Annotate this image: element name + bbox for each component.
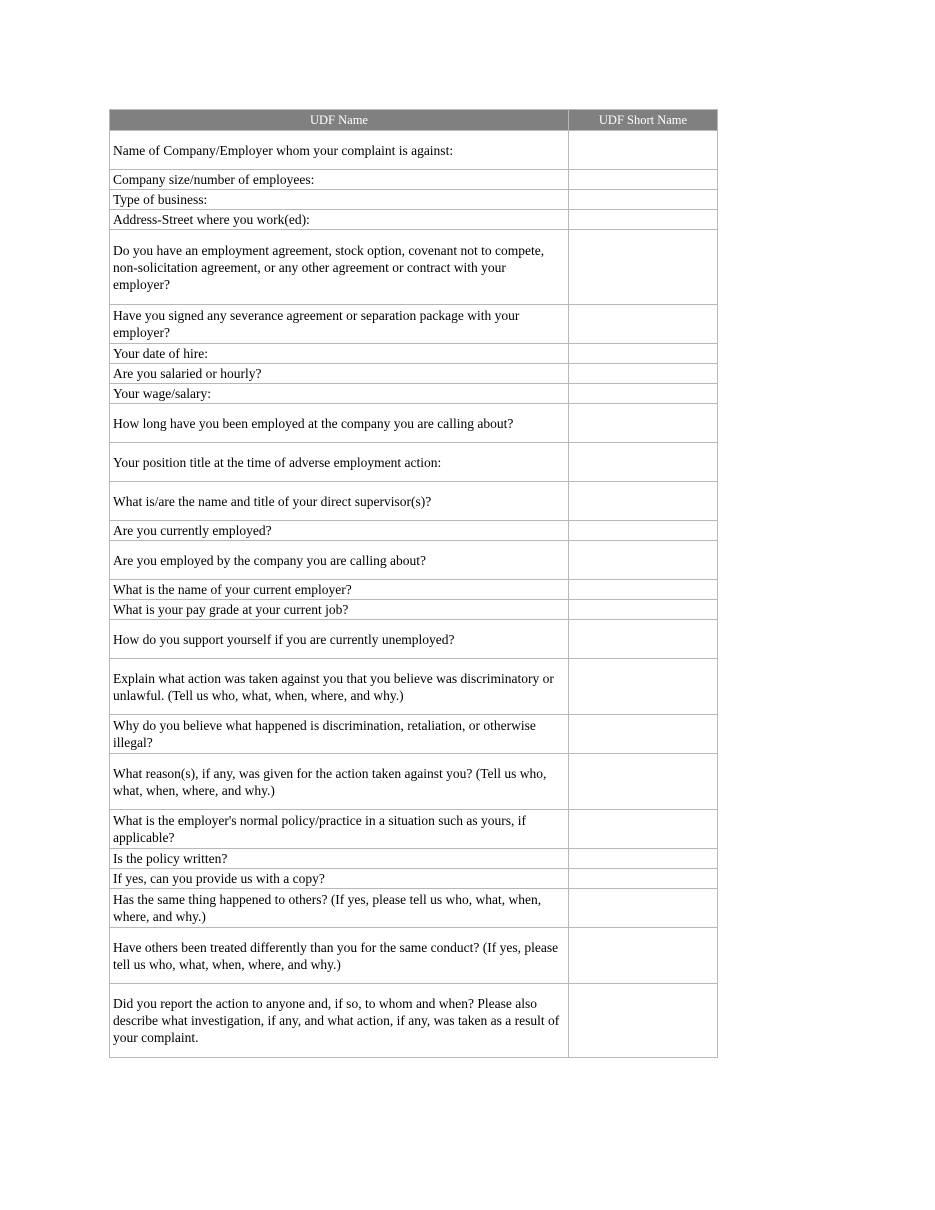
udf-name-cell: Your position title at the time of adverse employment action:: [110, 443, 569, 482]
table-row: [110, 404, 718, 443]
udf-short-name-cell: [569, 754, 718, 810]
udf-short-name-cell: [569, 715, 718, 754]
table-row: [110, 384, 718, 404]
udf-short-name-cell: [569, 210, 718, 230]
udf-short-name-cell: [569, 404, 718, 443]
udf-short-name-cell: [569, 600, 718, 620]
udf-name-cell: Is the policy written?: [110, 849, 569, 869]
table-row: [110, 344, 718, 364]
udf-name-cell: Are you salaried or hourly?: [110, 364, 569, 384]
udf-short-name-cell: [569, 305, 718, 344]
table-row: [110, 190, 718, 210]
udf-name-cell: Are you employed by the company you are calling about?: [110, 541, 569, 580]
udf-short-name-cell: [569, 384, 718, 404]
udf-short-name-cell: [569, 869, 718, 889]
udf-name-cell: Company size/number of employees:: [110, 170, 569, 190]
udf-name-cell: Why do you believe what happened is discrimination, retaliation, or otherwise illegal?: [110, 715, 569, 754]
udf-name-cell: If yes, can you provide us with a copy?: [110, 869, 569, 889]
table-row: [110, 482, 718, 521]
table-row: [110, 305, 718, 344]
table-row: [110, 580, 718, 600]
udf-short-name-cell: [569, 344, 718, 364]
table-row: [110, 170, 718, 190]
table-row: [110, 849, 718, 869]
udf-short-name-cell: [569, 521, 718, 541]
udf-name-cell: Has the same thing happened to others? (If yes, please tell us who, what, when, where, and why.): [110, 889, 569, 928]
header-udf-name: UDF Name: [110, 110, 569, 131]
udf-short-name-cell: [569, 364, 718, 384]
udf-short-name-cell: [569, 580, 718, 600]
udf-short-name-cell: [569, 889, 718, 928]
table-row: [110, 869, 718, 889]
udf-short-name-cell: [569, 810, 718, 849]
udf-name-cell: Your date of hire:: [110, 344, 569, 364]
udf-name-cell: Have you signed any severance agreement or separation package with your employer?: [110, 305, 569, 344]
table-row: [110, 443, 718, 482]
udf-table-body: [110, 131, 718, 1058]
table-row: [110, 984, 718, 1058]
table-row: [110, 230, 718, 305]
table-row: [110, 521, 718, 541]
udf-short-name-cell: [569, 849, 718, 869]
udf-name-cell: What is the name of your current employer?: [110, 580, 569, 600]
udf-name-cell: Have others been treated differently than you for the same conduct? (If yes, please tell us who, what, when, where, and why.): [110, 928, 569, 984]
udf-name-cell: Are you currently employed?: [110, 521, 569, 541]
udf-short-name-cell: [569, 482, 718, 521]
table-row: [110, 889, 718, 928]
header-row: [110, 110, 718, 131]
table-row: [110, 928, 718, 984]
table-row: [110, 364, 718, 384]
udf-name-cell: How do you support yourself if you are currently unemployed?: [110, 620, 569, 659]
table-row: [110, 810, 718, 849]
udf-short-name-cell: [569, 928, 718, 984]
table-row: [110, 210, 718, 230]
udf-name-cell: Did you report the action to anyone and, if so, to whom and when? Please also describe what investigation, if any, and what action, if any, was taken as a result of your complaint.: [110, 984, 569, 1058]
udf-short-name-cell: [569, 170, 718, 190]
udf-short-name-cell: [569, 443, 718, 482]
table-row: [110, 131, 718, 170]
udf-short-name-cell: [569, 620, 718, 659]
udf-name-cell: Name of Company/Employer whom your complaint is against:: [110, 131, 569, 170]
udf-name-cell: What reason(s), if any, was given for the action taken against you? (Tell us who, what, when, where, and why.): [110, 754, 569, 810]
table-row: [110, 600, 718, 620]
udf-name-cell: Address-Street where you work(ed):: [110, 210, 569, 230]
udf-short-name-cell: [569, 131, 718, 170]
udf-name-cell: What is your pay grade at your current job?: [110, 600, 569, 620]
header-udf-short-name: UDF Short Name: [569, 110, 718, 131]
table-row: [110, 620, 718, 659]
udf-name-cell: What is the employer's normal policy/practice in a situation such as yours, if applicable?: [110, 810, 569, 849]
table-row: [110, 754, 718, 810]
udf-short-name-cell: [569, 541, 718, 580]
table-row: [110, 541, 718, 580]
udf-name-cell: Explain what action was taken against you that you believe was discriminatory or unlawful. (Tell us who, what, when, where, and why.): [110, 659, 569, 715]
udf-name-cell: How long have you been employed at the company you are calling about?: [110, 404, 569, 443]
udf-name-cell: Type of business:: [110, 190, 569, 210]
udf-short-name-cell: [569, 190, 718, 210]
udf-short-name-cell: [569, 659, 718, 715]
udf-name-cell: What is/are the name and title of your direct supervisor(s)?: [110, 482, 569, 521]
table-row: [110, 715, 718, 754]
udf-table: [109, 109, 718, 1058]
udf-short-name-cell: [569, 230, 718, 305]
table-row: [110, 659, 718, 715]
udf-name-cell: Your wage/salary:: [110, 384, 569, 404]
udf-name-cell: Do you have an employment agreement, stock option, covenant not to compete, non-solicitation agreement, or any other agreement or contract with your employer?: [110, 230, 569, 305]
udf-short-name-cell: [569, 984, 718, 1058]
